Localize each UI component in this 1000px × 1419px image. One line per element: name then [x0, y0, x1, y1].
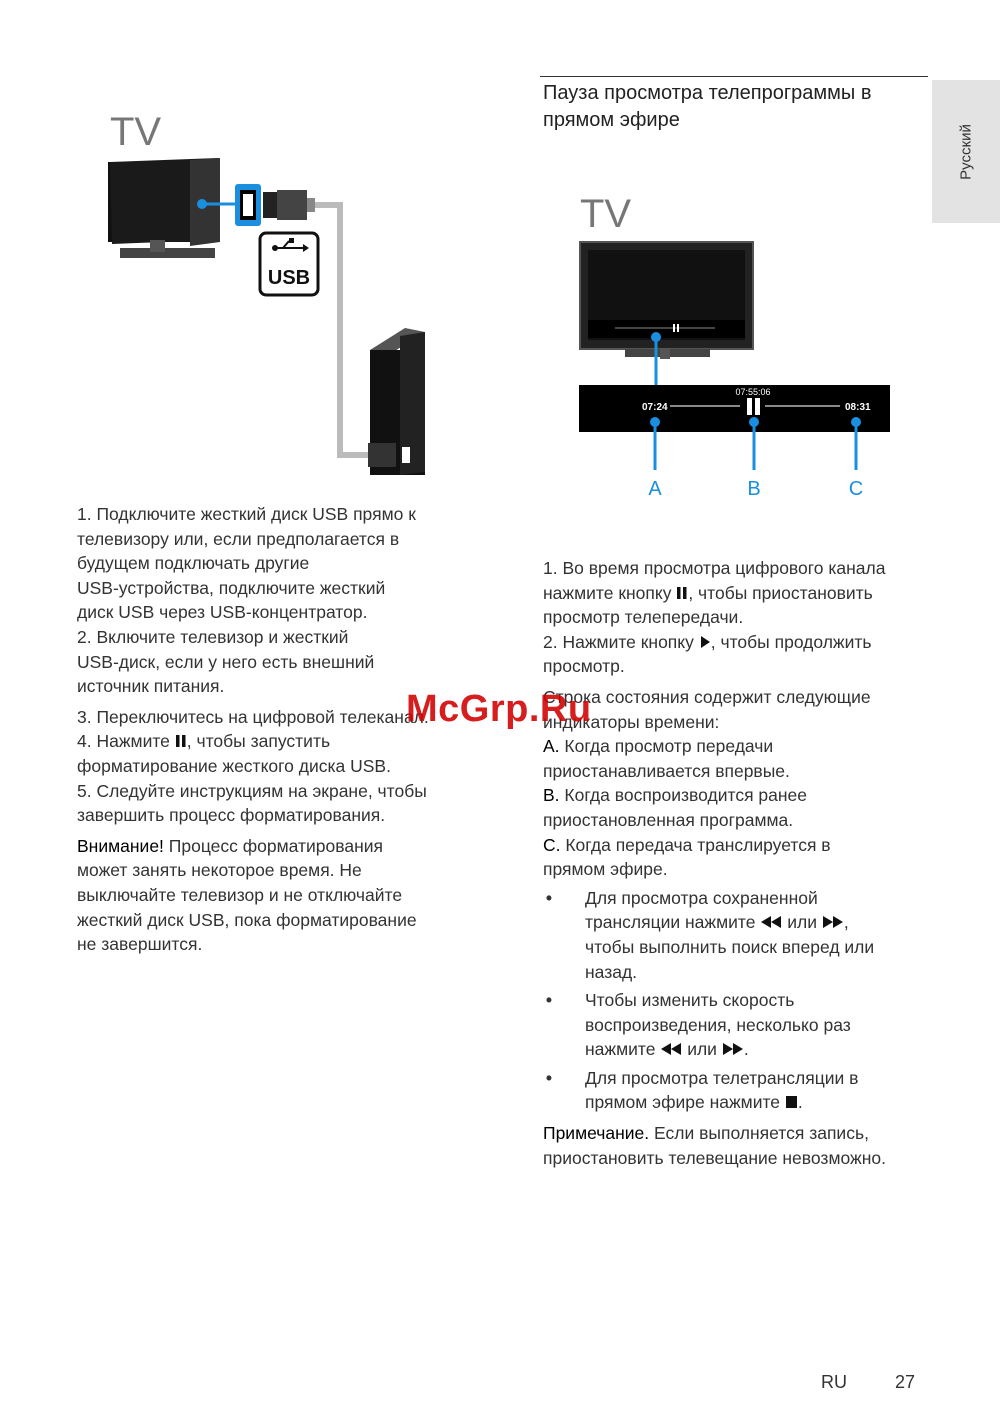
text-fragment: .	[797, 1092, 803, 1113]
callout-a: A	[648, 478, 662, 500]
step-line: телевизору или, если предполагается в	[77, 528, 400, 549]
step-line: источник питания.	[77, 676, 225, 697]
warning-text: Процесс форматирования	[163, 835, 383, 856]
warning-line: выключайте телевизор и не отключайте	[77, 884, 403, 905]
text-fragment: Когда просмотр передачи	[559, 736, 774, 757]
text-line	[543, 734, 933, 759]
rewind-icon	[760, 915, 782, 929]
pause-icon	[747, 398, 752, 415]
text-fragment: нажмите	[585, 1039, 661, 1060]
text-line	[585, 1090, 933, 1115]
bullet-icon: •	[545, 990, 553, 1011]
section-title-line: прямом эфире	[543, 109, 680, 131]
text-line: Чтобы изменить скорость	[585, 990, 795, 1011]
text-line: 1. Во время просмотра цифрового канала	[543, 558, 886, 578]
pause-icon	[676, 586, 688, 600]
item-label-c: C.	[543, 834, 561, 855]
warning-label: Внимание!	[77, 835, 164, 856]
step-line: форматирование жесткого диска USB.	[77, 755, 391, 776]
text-fragment: Когда передача транслируется в	[560, 834, 831, 855]
pause-tv-illustration	[575, 185, 895, 505]
section-rule	[540, 76, 928, 77]
step-line: будущем подключать другие	[77, 553, 310, 574]
text-line	[585, 910, 933, 935]
text-line: Для просмотра сохраненной	[585, 887, 818, 908]
text-fragment: Когда воспроизводится ранее	[559, 785, 807, 806]
usb-plug-icon	[263, 190, 315, 220]
text-line: просмотр.	[543, 656, 625, 677]
text-line: приостанавливается впервые.	[543, 760, 790, 781]
footer-lang: RU	[821, 1372, 847, 1392]
step-line: 5. Следуйте инструкциям на экране, чтобы	[77, 780, 427, 801]
warning-line	[77, 834, 477, 859]
time-start: 07:24	[642, 402, 668, 413]
text-line: индикаторы времени:	[543, 711, 720, 732]
time-current: 07:55:06	[735, 387, 771, 397]
usb-hard-drive-icon	[368, 328, 425, 475]
list-item	[543, 1066, 933, 1115]
step-line: 3. Переключитесь на цифровой телеканал.	[77, 706, 429, 727]
item-label-b: B.	[543, 785, 560, 806]
usb-connection-illustration	[100, 100, 450, 485]
rewind-icon	[660, 1042, 682, 1056]
bullet-list	[543, 886, 933, 1115]
page-number: 27	[895, 1372, 916, 1392]
text-line: приостановленная программа.	[543, 809, 794, 830]
text-line: просмотр телепередачи.	[543, 607, 744, 628]
usb-label: USB	[267, 267, 311, 289]
time-end: 08:31	[845, 402, 871, 413]
text-fragment: нажмите кнопку	[543, 582, 677, 603]
text-line: прямом эфире.	[543, 859, 668, 880]
text-line: чтобы выполнить поиск вперед или	[585, 936, 875, 957]
note-line	[543, 1121, 933, 1146]
fast-forward-icon	[822, 915, 844, 929]
fast-forward-icon	[722, 1042, 744, 1056]
section-title	[543, 80, 923, 134]
text-line: Строка состояния содержит следующие	[543, 686, 871, 707]
text-line	[585, 1037, 933, 1062]
callout-b: B	[747, 478, 761, 500]
note-line: приостановить телевещание невозможно.	[543, 1147, 886, 1168]
callout-c: C	[848, 478, 864, 500]
text-fragment: ,	[843, 912, 849, 933]
text-fragment: 2. Нажмите кнопку	[543, 631, 699, 652]
step-line: USB-диск, если у него есть внешний	[77, 651, 375, 672]
text-fragment: , чтобы продолжить	[710, 631, 872, 652]
warning-line: может занять некоторое время. Не	[77, 860, 362, 881]
item-label-a: A.	[543, 736, 560, 757]
note-text: Если выполняется запись,	[649, 1123, 869, 1144]
bullet-icon: •	[545, 887, 553, 908]
text-line	[543, 630, 933, 655]
pause-icon	[175, 734, 187, 748]
tv-icon	[580, 242, 753, 359]
list-item	[543, 988, 933, 1062]
text-line: воспроизведения, несколько раз	[585, 1014, 851, 1035]
play-icon	[699, 635, 711, 649]
note-label: Примечание.	[543, 1123, 650, 1144]
list-item	[543, 886, 933, 984]
step4-prefix: 4. Нажмите	[77, 731, 175, 752]
watermark: McGrp.Ru	[406, 688, 592, 730]
text-line: назад.	[585, 961, 638, 982]
text-fragment: .	[743, 1039, 749, 1060]
usb-port-icon	[235, 184, 261, 226]
step4-suffix: , чтобы запустить	[186, 731, 331, 752]
step-line: USB-устройства, подключите жесткий	[77, 577, 386, 598]
tv-label: TV	[580, 192, 632, 236]
step-line: завершить процесс форматирования.	[77, 805, 386, 826]
warning-line: жесткий диск USB, пока форматирование	[77, 909, 417, 930]
step-line: 1. Подключите жесткий диск USB прямо к	[77, 504, 416, 524]
text-fragment: прямом эфире нажмите	[585, 1092, 785, 1113]
bullet-icon: •	[545, 1067, 553, 1088]
section-title-line: Пауза просмотра телепрограммы в	[543, 82, 872, 104]
text-line	[543, 833, 933, 858]
tv-label: TV	[110, 110, 162, 154]
text-line: Для просмотра телетрансляции в	[585, 1067, 859, 1088]
warning-line: не завершится.	[77, 934, 203, 955]
usb-logo-icon	[260, 233, 318, 295]
text-line	[543, 581, 933, 606]
text-fragment: трансляции нажмите	[585, 912, 761, 933]
right-column	[543, 556, 933, 1170]
step-line: 2. Включите телевизор и жесткий	[77, 626, 349, 647]
step-line: диск USB через USB-концентратор.	[77, 602, 368, 623]
language-tab-label: Русский	[957, 123, 975, 180]
text-fragment: , чтобы приостановить	[688, 582, 873, 603]
stop-icon	[785, 1095, 798, 1109]
step-line	[77, 729, 477, 754]
text-fragment: или	[682, 1039, 722, 1060]
text-line	[543, 783, 933, 808]
language-tab	[932, 80, 1000, 223]
text-fragment: или	[782, 912, 822, 933]
